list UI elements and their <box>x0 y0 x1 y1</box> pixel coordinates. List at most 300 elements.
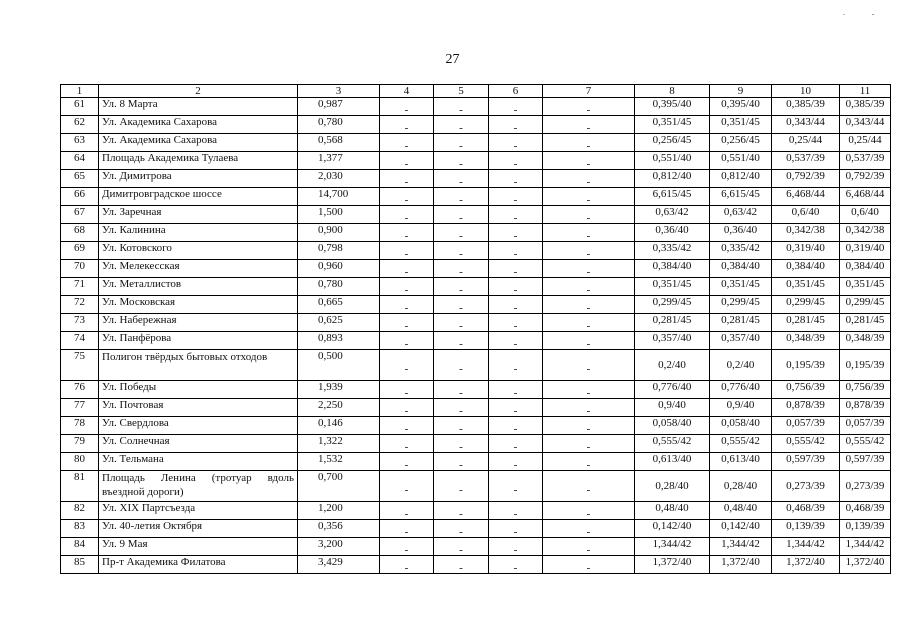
col11-value: 0,878/39 <box>840 399 891 417</box>
col6-value: - <box>513 319 518 332</box>
col4-value-cell <box>380 224 434 242</box>
row-number: 73 <box>61 314 99 332</box>
col7-value-cell <box>543 381 635 399</box>
col4-value-cell <box>380 538 434 556</box>
length-value: 0,893 <box>298 332 380 350</box>
col7-value-cell <box>543 170 635 188</box>
col4-value-cell <box>380 435 434 453</box>
col7-value: - <box>586 440 591 453</box>
row-number: 66 <box>61 188 99 206</box>
row-number: 69 <box>61 242 99 260</box>
length-value: 0,900 <box>298 224 380 242</box>
col11-value: 0,385/39 <box>840 98 891 116</box>
length-value: 0,568 <box>298 134 380 152</box>
col9-value: 0,28/40 <box>710 471 772 502</box>
col6-value: - <box>513 211 518 224</box>
table-row <box>61 224 891 242</box>
row-number: 63 <box>61 134 99 152</box>
street-name: Ул. Набережная <box>99 314 298 332</box>
col5-value-cell <box>434 538 489 556</box>
col11-value: 0,555/42 <box>840 435 891 453</box>
col5-value-cell <box>434 242 489 260</box>
table-row <box>61 471 891 502</box>
length-value: 0,798 <box>298 242 380 260</box>
col5-value-cell <box>434 134 489 152</box>
col6-value: - <box>513 193 518 206</box>
street-name: Ул. 40-летия Октября <box>99 520 298 538</box>
col5-value-cell <box>434 296 489 314</box>
column-header-7: 7 <box>543 85 635 98</box>
col7-value: - <box>586 247 591 260</box>
street-name: Ул. Котовского <box>99 242 298 260</box>
row-number: 65 <box>61 170 99 188</box>
col5-value: - <box>459 543 463 556</box>
col10-value: 0,597/39 <box>772 453 840 471</box>
col8-value: 0,142/40 <box>635 520 710 538</box>
row-number: 85 <box>61 556 99 574</box>
col7-value: - <box>586 103 591 116</box>
col6-value-cell <box>489 314 543 332</box>
col10-value: 0,384/40 <box>772 260 840 278</box>
col6-value: - <box>513 440 518 453</box>
col7-value-cell <box>543 538 635 556</box>
col6-value-cell <box>489 332 543 350</box>
col4-value-cell <box>380 399 434 417</box>
col5-value: - <box>459 319 463 332</box>
col5-value: - <box>459 211 463 224</box>
length-value: 0,700 <box>298 471 380 502</box>
table-header-row <box>61 85 891 98</box>
col6-value-cell <box>489 417 543 435</box>
col11-value: 0,139/39 <box>840 520 891 538</box>
col8-value: 0,351/45 <box>635 116 710 134</box>
length-value: 14,700 <box>298 188 380 206</box>
row-number: 64 <box>61 152 99 170</box>
row-number: 83 <box>61 520 99 538</box>
col5-value-cell <box>434 206 489 224</box>
col6-value-cell <box>489 278 543 296</box>
col4-value: - <box>404 484 409 496</box>
col4-value: - <box>404 193 409 206</box>
street-name: Ул. Тельмана <box>99 453 298 471</box>
col8-value: 0,384/40 <box>635 260 710 278</box>
col10-value: 0,756/39 <box>772 381 840 399</box>
col6-value: - <box>513 175 518 188</box>
col11-value: 1,344/42 <box>840 538 891 556</box>
row-number: 84 <box>61 538 99 556</box>
length-value: 0,780 <box>298 116 380 134</box>
col4-value: - <box>404 543 409 556</box>
col6-value: - <box>513 157 518 170</box>
col4-value-cell <box>380 296 434 314</box>
col6-value-cell <box>489 242 543 260</box>
length-value: 0,625 <box>298 314 380 332</box>
col8-value: 0,2/40 <box>635 350 710 381</box>
col7-value-cell <box>543 471 635 502</box>
col4-value-cell <box>380 453 434 471</box>
street-name: Ул. Солнечная <box>99 435 298 453</box>
col9-value: 0,395/40 <box>710 98 772 116</box>
table-row <box>61 417 891 435</box>
col7-value: - <box>586 404 591 417</box>
col8-value: 0,351/45 <box>635 278 710 296</box>
page-number: 27 <box>445 52 460 67</box>
scan-speck <box>843 14 845 15</box>
col9-value: 0,058/40 <box>710 417 772 435</box>
col9-value: 0,351/45 <box>710 278 772 296</box>
col7-value-cell <box>543 98 635 116</box>
col10-value: 0,281/45 <box>772 314 840 332</box>
col4-value: - <box>404 319 409 332</box>
col6-value: - <box>513 507 518 520</box>
table-row <box>61 435 891 453</box>
col6-value-cell <box>489 98 543 116</box>
col10-value: 0,385/39 <box>772 98 840 116</box>
table-row <box>61 134 891 152</box>
col5-value: - <box>459 525 463 538</box>
col4-value-cell <box>380 471 434 502</box>
col11-value: 0,384/40 <box>840 260 891 278</box>
col9-value: 0,812/40 <box>710 170 772 188</box>
col6-value-cell <box>489 296 543 314</box>
col4-value-cell <box>380 98 434 116</box>
col4-value: - <box>404 211 409 224</box>
col6-value-cell <box>489 152 543 170</box>
col10-value: 0,468/39 <box>772 502 840 520</box>
col10-value: 0,319/40 <box>772 242 840 260</box>
col4-value-cell <box>380 116 434 134</box>
col7-value-cell <box>543 435 635 453</box>
col4-value-cell <box>380 170 434 188</box>
col6-value: - <box>513 543 518 556</box>
table-row <box>61 538 891 556</box>
col5-value-cell <box>434 453 489 471</box>
col5-value: - <box>459 484 463 496</box>
col5-value-cell <box>434 435 489 453</box>
col7-value: - <box>586 175 591 188</box>
col8-value: 1,344/42 <box>635 538 710 556</box>
col4-value: - <box>404 283 409 296</box>
col11-value: 0,468/39 <box>840 502 891 520</box>
col6-value-cell <box>489 453 543 471</box>
length-value: 2,030 <box>298 170 380 188</box>
length-value: 0,146 <box>298 417 380 435</box>
street-name: Ул. Калинина <box>99 224 298 242</box>
col7-value: - <box>586 121 591 134</box>
table-row <box>61 116 891 134</box>
column-header-9: 9 <box>710 85 772 98</box>
col4-value: - <box>404 440 409 453</box>
col4-value: - <box>404 139 409 152</box>
col8-value: 0,395/40 <box>635 98 710 116</box>
col9-value: 0,351/45 <box>710 116 772 134</box>
col6-value-cell <box>489 224 543 242</box>
col7-value-cell <box>543 296 635 314</box>
col7-value: - <box>586 229 591 242</box>
col7-value: - <box>586 265 591 278</box>
col5-value: - <box>459 121 463 134</box>
col5-value: - <box>459 404 463 417</box>
col4-value: - <box>404 175 409 188</box>
length-value: 1,200 <box>298 502 380 520</box>
col5-value: - <box>459 422 463 435</box>
col9-value: 0,335/42 <box>710 242 772 260</box>
col9-value: 0,613/40 <box>710 453 772 471</box>
table-row <box>61 206 891 224</box>
col6-value-cell <box>489 350 543 381</box>
street-name: Ул. Почтовая <box>99 399 298 417</box>
col7-value-cell <box>543 520 635 538</box>
col7-value-cell <box>543 134 635 152</box>
row-number: 74 <box>61 332 99 350</box>
col9-value: 0,555/42 <box>710 435 772 453</box>
col6-value-cell <box>489 260 543 278</box>
col7-value: - <box>586 337 591 350</box>
col4-value-cell <box>380 314 434 332</box>
col6-value-cell <box>489 381 543 399</box>
row-number: 81 <box>61 471 99 502</box>
col11-value: 0,273/39 <box>840 471 891 502</box>
col6-value: - <box>513 484 518 496</box>
col10-value: 0,792/39 <box>772 170 840 188</box>
col5-value: - <box>459 247 463 260</box>
col10-value: 0,25/44 <box>772 134 840 152</box>
col4-value: - <box>404 121 409 134</box>
col8-value: 0,281/45 <box>635 314 710 332</box>
col11-value: 6,468/44 <box>840 188 891 206</box>
col4-value: - <box>404 229 409 242</box>
street-name: Ул. Свердлова <box>99 417 298 435</box>
col9-value: 0,384/40 <box>710 260 772 278</box>
col10-value: 0,537/39 <box>772 152 840 170</box>
col6-value: - <box>513 265 518 278</box>
col8-value: 0,63/42 <box>635 206 710 224</box>
col5-value: - <box>459 139 463 152</box>
column-header-10: 10 <box>772 85 840 98</box>
col7-value-cell <box>543 332 635 350</box>
col7-value: - <box>586 484 591 496</box>
col5-value-cell <box>434 471 489 502</box>
row-number: 80 <box>61 453 99 471</box>
row-number: 71 <box>61 278 99 296</box>
col4-value-cell <box>380 278 434 296</box>
length-value: 1,377 <box>298 152 380 170</box>
table-row <box>61 399 891 417</box>
col6-value: - <box>513 404 518 417</box>
col9-value: 0,256/45 <box>710 134 772 152</box>
col4-value: - <box>404 157 409 170</box>
table-row <box>61 502 891 520</box>
col7-value: - <box>586 157 591 170</box>
street-name: Полигон твёрдых бытовых отходов <box>99 350 298 381</box>
col8-value: 0,299/45 <box>635 296 710 314</box>
col6-value-cell <box>489 471 543 502</box>
length-value: 1,322 <box>298 435 380 453</box>
col4-value: - <box>404 103 409 116</box>
col7-value-cell <box>543 350 635 381</box>
row-number: 68 <box>61 224 99 242</box>
col7-value: - <box>586 507 591 520</box>
col5-value-cell <box>434 278 489 296</box>
street-name: Ул. 9 Мая <box>99 538 298 556</box>
col6-value: - <box>513 386 518 399</box>
street-name: Димитровградское шоссе <box>99 188 298 206</box>
col8-value: 0,335/42 <box>635 242 710 260</box>
col10-value: 1,372/40 <box>772 556 840 574</box>
length-value: 1,500 <box>298 206 380 224</box>
col6-value: - <box>513 458 518 471</box>
col5-value-cell <box>434 520 489 538</box>
col7-value-cell <box>543 224 635 242</box>
col9-value: 0,776/40 <box>710 381 772 399</box>
col10-value: 0,555/42 <box>772 435 840 453</box>
col8-value: 0,256/45 <box>635 134 710 152</box>
col7-value: - <box>586 211 591 224</box>
col4-value-cell <box>380 188 434 206</box>
col7-value: - <box>586 386 591 399</box>
col4-value-cell <box>380 520 434 538</box>
col5-value-cell <box>434 332 489 350</box>
col5-value: - <box>459 561 463 574</box>
col8-value: 0,812/40 <box>635 170 710 188</box>
col8-value: 0,555/42 <box>635 435 710 453</box>
table-row <box>61 278 891 296</box>
column-header-5: 5 <box>434 85 489 98</box>
row-number: 72 <box>61 296 99 314</box>
col5-value: - <box>459 103 463 116</box>
column-header-8: 8 <box>635 85 710 98</box>
col7-value: - <box>586 193 591 206</box>
col7-value-cell <box>543 399 635 417</box>
street-name: Ул. Московская <box>99 296 298 314</box>
col4-value: - <box>404 386 409 399</box>
column-header-3: 3 <box>298 85 380 98</box>
street-name: Площадь Ленина (тротуар вдоль въездной дороги) <box>99 471 298 502</box>
col10-value: 0,273/39 <box>772 471 840 502</box>
street-name: Ул. Димитрова <box>99 170 298 188</box>
col10-value: 0,057/39 <box>772 417 840 435</box>
col5-value: - <box>459 507 463 520</box>
col7-value: - <box>586 561 591 574</box>
table-row <box>61 242 891 260</box>
row-number: 61 <box>61 98 99 116</box>
col8-value: 0,551/40 <box>635 152 710 170</box>
col5-value: - <box>459 301 463 314</box>
col9-value: 1,344/42 <box>710 538 772 556</box>
col11-value: 0,6/40 <box>840 206 891 224</box>
col5-value: - <box>459 229 463 242</box>
scan-speck <box>872 14 874 15</box>
row-number: 70 <box>61 260 99 278</box>
col11-value: 0,281/45 <box>840 314 891 332</box>
col7-value-cell <box>543 260 635 278</box>
length-value: 1,939 <box>298 381 380 399</box>
col4-value: - <box>404 422 409 435</box>
col11-value: 0,348/39 <box>840 332 891 350</box>
col4-value: - <box>404 301 409 314</box>
col7-value-cell <box>543 453 635 471</box>
col7-value: - <box>586 525 591 538</box>
col4-value-cell <box>380 417 434 435</box>
col5-value-cell <box>434 170 489 188</box>
col6-value: - <box>513 525 518 538</box>
col5-value: - <box>459 440 463 453</box>
row-number: 62 <box>61 116 99 134</box>
col11-value: 0,057/39 <box>840 417 891 435</box>
col4-value-cell <box>380 260 434 278</box>
col11-value: 0,25/44 <box>840 134 891 152</box>
col11-value: 0,343/44 <box>840 116 891 134</box>
column-header-11: 11 <box>840 85 891 98</box>
length-value: 3,429 <box>298 556 380 574</box>
column-header-6: 6 <box>489 85 543 98</box>
row-number: 79 <box>61 435 99 453</box>
col9-value: 0,2/40 <box>710 350 772 381</box>
row-number: 78 <box>61 417 99 435</box>
col5-value-cell <box>434 350 489 381</box>
col7-value: - <box>586 139 591 152</box>
column-header-2: 2 <box>99 85 298 98</box>
col4-value: - <box>404 265 409 278</box>
col8-value: 0,28/40 <box>635 471 710 502</box>
col5-value-cell <box>434 188 489 206</box>
col6-value: - <box>513 103 518 116</box>
table-row <box>61 381 891 399</box>
col10-value: 0,351/45 <box>772 278 840 296</box>
table-row <box>61 260 891 278</box>
table-row <box>61 188 891 206</box>
col7-value-cell <box>543 556 635 574</box>
data-table <box>60 84 891 574</box>
col5-value-cell <box>434 224 489 242</box>
length-value: 3,200 <box>298 538 380 556</box>
col11-value: 0,792/39 <box>840 170 891 188</box>
table-row <box>61 556 891 574</box>
col6-value-cell <box>489 134 543 152</box>
col6-value: - <box>513 301 518 314</box>
col8-value: 0,9/40 <box>635 399 710 417</box>
col5-value-cell <box>434 502 489 520</box>
col6-value: - <box>513 139 518 152</box>
col6-value: - <box>513 121 518 134</box>
col10-value: 0,299/45 <box>772 296 840 314</box>
col6-value-cell <box>489 502 543 520</box>
col11-value: 0,537/39 <box>840 152 891 170</box>
street-name: Ул. Академика Сахарова <box>99 116 298 134</box>
street-name: Ул. Панфёрова <box>99 332 298 350</box>
street-name: Ул. 8 Марта <box>99 98 298 116</box>
col5-value-cell <box>434 399 489 417</box>
col7-value: - <box>586 319 591 332</box>
col5-value-cell <box>434 417 489 435</box>
col10-value: 0,195/39 <box>772 350 840 381</box>
col7-value: - <box>586 422 591 435</box>
length-value: 1,532 <box>298 453 380 471</box>
col4-value: - <box>404 247 409 260</box>
col6-value: - <box>513 561 518 574</box>
table-row <box>61 332 891 350</box>
col6-value-cell <box>489 538 543 556</box>
table-row <box>61 170 891 188</box>
row-number: 76 <box>61 381 99 399</box>
col4-value: - <box>404 363 409 375</box>
col8-value: 6,615/45 <box>635 188 710 206</box>
length-value: 0,356 <box>298 520 380 538</box>
col4-value: - <box>404 525 409 538</box>
col7-value-cell <box>543 188 635 206</box>
col7-value: - <box>586 283 591 296</box>
col9-value: 6,615/45 <box>710 188 772 206</box>
